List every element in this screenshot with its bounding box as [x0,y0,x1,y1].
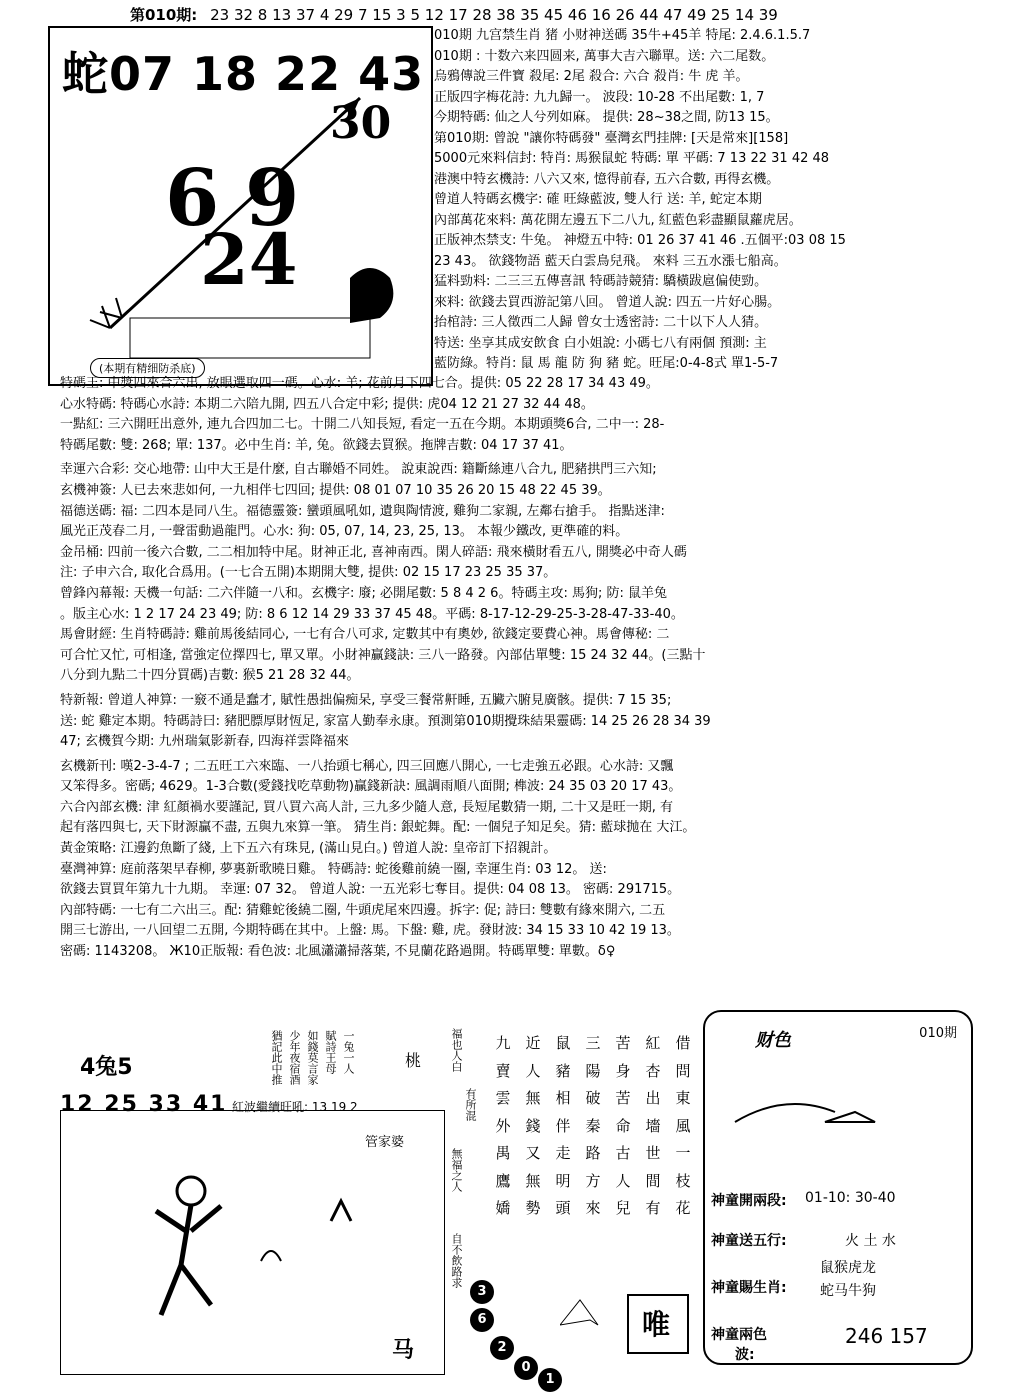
boat-drawing [715,1082,945,1142]
grid-cell: 賣 [495,1061,511,1080]
grid-cell: 走 [555,1144,571,1162]
landscape-drawing [560,1285,700,1365]
grid-cell: 無 [525,1089,541,1107]
box-value-3b: 蛇马牛狗 [820,1283,876,1299]
vertical-mid-4: 自不飲路求 [450,1233,463,1288]
grid-cell: 伴 [555,1116,571,1135]
circle-numbers [470,1280,560,1387]
grid-cell: 人 [525,1061,541,1080]
main-text-line: 風光正茂春二月, 一聲雷動過龍門。心水: 狗: 05, 07, 14, 23, 25, 13。 本報少鐵改, 更準確的料。 [60,524,629,540]
panel-caption: (本期有精细防杀底) [90,358,205,378]
grid-cell: 世 [645,1144,661,1162]
grid-cell: 豬 [555,1061,571,1080]
issue-label: 第010期: [130,6,198,24]
grid-row [488,1197,698,1225]
grid-cell: 花 [675,1199,691,1217]
grid-cell: 借 [675,1034,691,1052]
right-text-line: 特送: 坐享其成安飲食 白小姐說: 小碼七八有兩個 預測: 主 [434,335,767,351]
grid-row [488,1060,698,1088]
main-text-line: 八分到九點二十四分買碼)吉數: 猴5 21 28 32 44。 [60,668,360,684]
bottom-left-section [60,1028,463,1117]
main-text-line: 一點紅: 三六開旺出意外, 連九合四加二七。十開二八知長短, 看定一五在今期。本期頭獎6合, 二中一: 28- [60,417,665,433]
grid-cell: 苦 [615,1034,631,1052]
grid-cell: 頭 [555,1199,571,1217]
issue-header [130,4,778,25]
right-text-line: 今期特碼: 仙之人兮列如麻。 提供: 28~38之間, 防13 15。 [434,110,779,125]
main-text-line: 馬會財經: 生肖特碼詩: 雞前馬後結同心, 一七有合八可求, 定數其中有奧妙, 欲錢定要費心神。馬會傳秘: 二 [60,627,670,643]
grid-cell: 又 [525,1144,541,1162]
main-text-line: 注: 子申六合, 取化合爲用。(一七合五開)本期開大雙, 提供: 02 15 17 23 25 35 37。 [60,565,557,581]
grid-cell: 風 [675,1116,691,1135]
red-wave-text: 紅波繼續旺吼: 13 19 2 [232,1100,358,1114]
grid-cell: 嬌 [495,1199,511,1217]
box-label-2: 神童送五行: [711,1233,787,1249]
grid-cell: 鼠 [555,1034,571,1052]
main-text-line: 內部特碼: 一七有二六出三。配: 猜雞蛇後繞二圈, 牛頭虎尾來四邊。拆字: 促; 詩曰: 雙數有緣來開六, 二五 [60,902,666,918]
figure-drawing [61,1111,444,1374]
number-circle: 1 [538,1368,562,1392]
number-6: 6 [165,153,220,244]
main-text-line: 曾鋒內幕報: 天機一句話: 二六伴隨一八和。玄機字: 廢; 必開尾數: 5 8 4 2 6。特碼主攻: 馬狗; 防: 鼠羊兔 [60,585,667,601]
grid-cell: 出 [645,1089,661,1107]
right-text-line: 第010期: 曾說 "讓你特碼發" 臺灣玄門挂牌: [天是常來][158] [434,130,789,146]
right-text-line: 正版神杰禁支: 牛兔。 神燈五中特: 01 26 37 41 46 .五個平:03 08 15 [434,233,846,248]
main-text-line: 特碼王: 中獎四來合六出, 放眼選取四一碼。心水: 羊; 花前月下四七合。提供: 05 22 28 17 34 43 49。 [60,376,659,391]
main-text-line: 玄機新刊: 嘆2-3-4-7 ; 二五旺工六來臨、一八抬頭七稱心, 四三回應八開心, 一七走強五必跟。心水詩: 又飄 [60,758,674,774]
main-text-line: 黃金策略: 江邊釣魚斷了綫, 上下五六有珠見, (滿山見白。) 曾道人說: 皇帝訂下招親計。 [60,841,557,857]
shentong-box [703,1010,973,1365]
grid-cell: 外 [495,1116,511,1135]
number-30: 30 [330,98,392,149]
grid-cell: 紅 [645,1034,661,1052]
grid-cell: 問 [675,1061,691,1080]
wei-character: 唯 [642,1308,671,1341]
main-text-line: 幸運六合彩: 交心地帶: 山中大王是什麼, 自古聯婚不同姓。 說東說西: 籍斷絲連八合九, 肥豬拱門三六知; [60,462,657,478]
right-text-line: 港澳中特玄機詩: 八六又來, 憶得前春, 五六合數, 再得玄機。 [434,171,780,187]
grid-row [488,1170,698,1198]
box-value-4: 246 157 [845,1324,928,1348]
box-value-2: 火 土 水 [845,1233,896,1249]
right-text-line: 23 43。 欲錢物語 藍天白雲鳥兒飛。 來料 三五水漲七船高。 [434,253,787,269]
grid-cell: 苦 [615,1089,631,1107]
top-numbers: 蛇07 18 22 43 [62,47,425,101]
grid-cell: 方 [585,1171,601,1190]
number-9: 9 [245,153,300,244]
grid-cell: 錢 [525,1116,541,1135]
grid-cell: 一 [675,1144,691,1162]
horse-label: 马 [391,1338,414,1363]
grid-cell: 來 [585,1199,601,1217]
right-text-line: 烏鴉傳說三件寶 殺尾: 2尾 殺合: 六合 殺肖: 牛 虎 羊。 [434,69,749,84]
grid-cell: 近 [525,1034,541,1052]
grid-cell: 明 [555,1171,571,1190]
wei-box [560,1285,700,1365]
grid-cell: 雲 [495,1089,511,1107]
main-text-line: 欲錢去買買年第九十九期。 幸運: 07 32。 曾道人說: 一五光彩七奪目。提供: 04 08 13。 密碼: 291715。 [60,882,681,898]
grid-cell: 秦 [585,1116,601,1135]
right-text-line: 曾道人特碼玄機字: 確 旺綠藍波, 雙人行 送: 羊, 蛇定本期 [434,192,762,207]
lucky-numbers: 12 25 33 41 [60,1092,228,1117]
number-circle: 2 [490,1336,514,1360]
box-title: 财色 [755,1030,791,1051]
grid-cell: 三 [585,1034,601,1052]
main-text-line: 玄機神簽: 人已去來悲如何, 一九相伴七四回; 提供: 08 01 07 10 35 26 20 15 48 22 45 39。 [60,482,611,498]
grid-cell: 東 [675,1089,691,1107]
grid-cell: 有 [645,1199,661,1217]
grid-cell: 枝 [675,1171,691,1190]
peach-label: 桃 [405,1051,422,1070]
main-text-line: 特新報: 曾道人神算: 一竅不通是蠢才, 賦性愚拙偏痴呆, 享受三餐常鼾睡, 五臟六腑見廣骸。提供: 7 15 35; [60,692,672,708]
main-text-line: 福德送碼: 福: 二四本是同八生。福德靈簽: 蠻頭風吼如, 遺與陶情渡, 雞狗二家親, 左鄰右搶手。 指點迷津: [60,503,665,519]
rabbit-label: 4兔5 [80,1055,133,1080]
right-text-line: 5000元來料信封: 特肖: 馬猴鼠蛇 特碼: 單 平碼: 7 13 22 31 42 48 [434,151,830,166]
grid-cell: 間 [645,1171,661,1190]
main-text-line: 起有落四與七, 天下財源贏不盡, 五與九來算一筆。 猜生肖: 銀蛇舞。配: 一個兒子知足矣。猜: 藍球抛在 大江。 [60,820,696,836]
right-text-column [434,26,1022,375]
butler-label: 管家婆 [364,1135,404,1150]
main-text-line: 特碼尾數: 雙: 268; 單: 137。必中生肖: 羊, 兔。欲錢去買猴。拖牌吉數: 04 17 37 41。 [60,437,573,453]
poem-grid [488,1032,698,1225]
grid-cell: 兒 [615,1199,631,1217]
box-label-4: 神童兩色 [711,1327,767,1343]
grid-cell: 九 [495,1034,511,1052]
vertical-mid-2: 有所混 [464,1088,477,1121]
grid-cell: 杏 [645,1061,661,1080]
grid-cell: 陽 [585,1061,601,1080]
grid-cell: 相 [555,1089,571,1107]
vertical-text-1: 猶記此中推 [270,1030,283,1085]
number-circle: 6 [470,1308,494,1332]
main-text-line: 47; 玄機賀今期: 九州瑞氣影新春, 四海祥雲降福來 [60,734,349,750]
main-text-line: 臺灣神算: 庭前落架早春柳, 夢裏新歌曉日雞。 特碼詩: 蛇後雞前繞一圈, 幸運生肖: 03 12。 送: [60,861,607,877]
main-text-line: 可合忙又忙, 可相逢, 當強定位擇四七, 單又單。小財神贏錢訣: 三八一路發。內部估單雙: 15 24 32 44。(三點十 [60,647,706,663]
grid-row [488,1142,698,1170]
number-circle: 0 [514,1356,538,1380]
feature-panel [48,26,433,386]
main-text-line: 開三七游出, 一八回望二五開, 今期特碼在其中。上盤: 馬。下盤: 雞, 虎。發財波: 34 15 33 10 42 19 13。 [60,923,680,939]
grid-row [488,1032,698,1060]
right-text-line: 藍防綠。特肖: 鼠 馬 龍 防 狗 豬 蛇。旺尾:0-4-8式 單1-5-7 [434,356,779,371]
grid-cell: 命 [615,1116,631,1135]
box-label-1: 神童開兩段: [711,1193,787,1209]
grid-row [488,1115,698,1143]
main-text-block [60,374,1020,963]
grid-cell: 勢 [525,1199,541,1217]
grid-cell: 人 [615,1171,631,1190]
main-text-line: 送: 蛇 雞定本期。特碼詩曰: 豬肥膘厚財恆足, 家富人勤奉永康。預測第010期攪珠結果靈碼: 14 25 26 28 34 39 [60,713,711,729]
vertical-text-5: 一兔一人 [342,1030,355,1074]
issue-numbers: 23 32 8 13 37 4 29 7 15 3 5 12 17 28 38 35 45 46 16 26 44 47 49 25 14 39 [210,6,778,24]
vertical-text-3: 如錢莫言家 [306,1030,319,1085]
grid-cell: 路 [585,1144,601,1162]
right-text-line: 正版四字梅花詩: 九九歸一。 波段: 10-28 不出尾數: 1, 7 [434,89,765,105]
vertical-text-2: 少年夜宿酒 [288,1030,301,1085]
right-text-line: 抬棺詩: 三人徵西二人歸 曾女士透密詩: 二十以下人人猜。 [434,315,768,330]
grid-cell: 無 [525,1171,541,1190]
grid-row [488,1087,698,1115]
right-text-line: 010期 : 十数六来四圆来, 萬事大吉六聯單。送: 六二尾数。 [434,48,775,64]
main-text-line: 金吊桶: 四前一後六合數, 二二相加特中尾。財神正北, 喜神南西。閑人碎語: 飛來橫財看五八, 開獎必中奇人碼 [60,544,687,560]
grid-cell: 破 [585,1089,601,1107]
grid-cell: 古 [615,1144,631,1162]
box-value-3a: 鼠猴虎龙 [820,1260,876,1276]
box-label-3: 神童賜生肖: [711,1280,787,1296]
right-text-line: 猛料勁料: 二三三五傳喜訊 特碼詩競猜: 驕橫跋扈偏使勁。 [434,274,768,289]
grid-cell: 禺 [495,1144,511,1162]
box-issue: 010期 [919,1026,957,1041]
right-text-line: 內部萬花來料: 萬花開左邊五下二八九, 紅藍色彩盡顯鼠蘿虎居。 [434,212,802,228]
arrow-illustration [50,28,435,388]
right-text-line: 010期 九宫禁生肖 猪 小财神送碼 35牛+45羊 特尾: 2.4.6.1.5.7 [434,28,811,43]
main-text-line: 。版主心水: 1 2 17 24 23 49; 防: 8 6 12 14 29 33 37 45 48。平碼: 8-17-12-29-25-3-28-47-33-40。 [60,606,684,622]
illustration-box [60,1110,445,1375]
main-text-line: 又笨得多。密碼; 4629。1-3合數(愛錢找吃草動物)贏錢新訣: 風調雨順八面開; 榫波: 24 35 03 20 17 43。 [60,779,682,795]
vertical-mid-3: 無福之人 [450,1148,463,1192]
box-label-4b: 波: [735,1347,755,1363]
grid-cell: 墻 [645,1116,661,1135]
main-text-line: 心水特碼: 特碼心水詩: 本期二六陪九開, 四五八合定中彩; 提供: 虎04 12 21 27 32 44 48。 [60,396,594,412]
vertical-text-4: 賦詩王母 [324,1030,337,1074]
main-text-line: 密碼: 1143208。 Ж10正版報: 看色波: 北風瀟瀟掃落葉, 不見蘭花路過開。特碼單雙: 單數。δ♀ [60,944,616,960]
right-text-line: 來料: 欲錢去買西游記第八回。 曾道人說: 四五一片好心腸。 [434,294,781,310]
grid-cell: 身 [615,1061,631,1080]
grid-cell: 鷹 [495,1171,511,1190]
main-text-line: 六合內部玄機: 津 紅顏禍水要謹記, 買八買六高人計, 三九多少隨人意, 長短尾數猜一期, 二十又是旺一期, 有 [60,799,673,815]
number-circle: 3 [470,1280,494,1304]
number-24: 24 [200,218,298,301]
vertical-mid-1: 福也人白 [450,1028,463,1072]
box-value-1: 01-10: 30-40 [805,1190,896,1206]
